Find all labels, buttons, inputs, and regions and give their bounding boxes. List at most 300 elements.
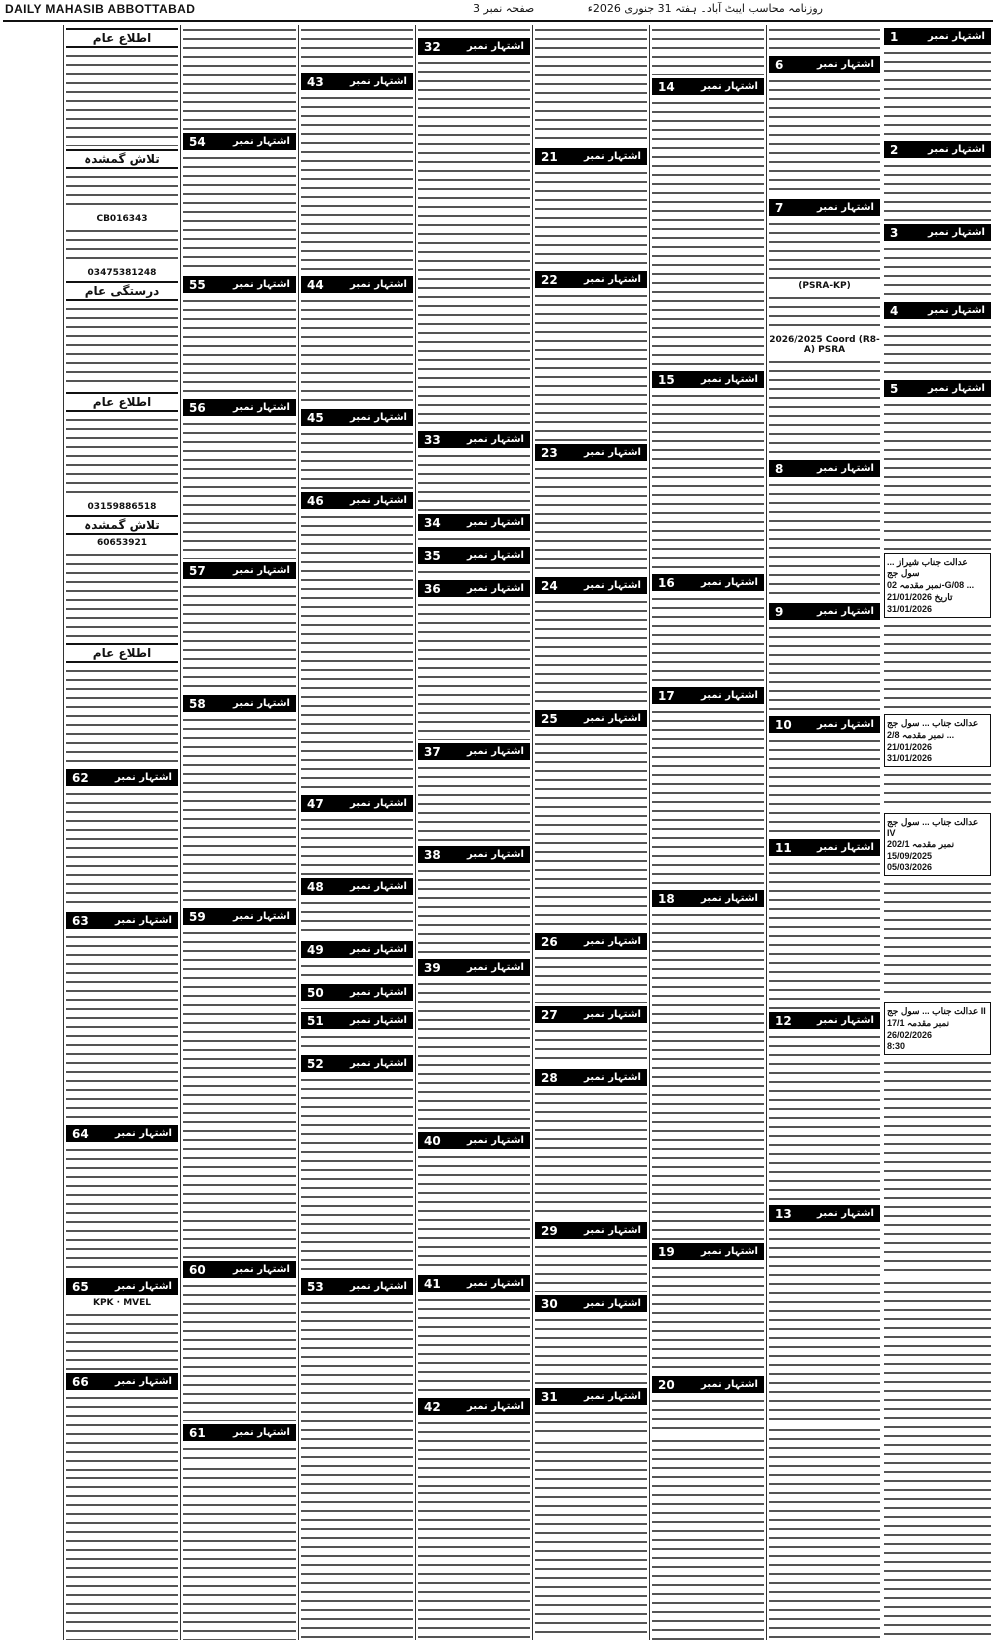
court-notice-line: عدالت جناب ... سول جج IV — [887, 817, 979, 838]
notice-text-block — [183, 25, 296, 130]
ad-label: اشتہار نمبر — [584, 274, 641, 285]
ad-number-header — [652, 890, 764, 907]
column-2 — [766, 25, 882, 1640]
ad-number: 63 — [72, 913, 89, 928]
ad-number-header — [418, 1275, 530, 1292]
ad-label: اشتہار نمبر — [467, 1401, 524, 1412]
ad-number-header — [769, 1012, 880, 1029]
ad-number: 34 — [424, 515, 441, 530]
notice-text-block — [535, 25, 647, 145]
ad-number: 60 — [189, 1262, 206, 1277]
ad-label: اشتہار نمبر — [467, 517, 524, 528]
ad-label: اشتہار نمبر — [817, 1208, 874, 1219]
notice-text-block — [652, 594, 764, 684]
ad-label: اشتہار نمبر — [817, 463, 874, 474]
ad-label: اشتہار نمبر — [233, 565, 290, 576]
ad-number-header — [301, 878, 413, 895]
court-notice-line: 17/1 نمبر مقدمہ — [887, 1018, 950, 1028]
notice-heading: تلاش گمشدہ — [66, 515, 178, 535]
ad-number: 24 — [541, 578, 558, 593]
ad-number-header — [535, 1295, 647, 1312]
ad-number-header — [769, 199, 880, 216]
ad-number-header — [183, 562, 296, 579]
ad-number: 6 — [775, 57, 784, 72]
notice-text-block — [535, 1242, 647, 1292]
ad-number: 31 — [541, 1389, 558, 1404]
ad-label: اشتہار نمبر — [701, 577, 758, 588]
ad-number: 7 — [775, 200, 784, 215]
notice-text-block — [535, 1026, 647, 1066]
notice-text-block — [183, 153, 296, 273]
ad-number: 3 — [890, 225, 899, 240]
ad-number: 66 — [72, 1374, 89, 1389]
ad-label: اشتہار نمبر — [233, 1264, 290, 1275]
notice-detail: 03159886518 — [87, 502, 157, 512]
ad-number: 4 — [890, 303, 899, 318]
ad-number: 42 — [424, 1399, 441, 1414]
ad-label: اشتہار نمبر — [584, 1009, 641, 1020]
notice-text-block — [418, 866, 530, 956]
ad-label: اشتہار نمبر — [584, 1391, 641, 1402]
column-6 — [298, 25, 415, 1640]
ad-number: 43 — [307, 74, 324, 89]
ad-number: 50 — [307, 985, 324, 1000]
ad-number: 15 — [658, 372, 675, 387]
notice-text-block — [301, 1032, 413, 1052]
notice-text-block — [418, 534, 530, 544]
ad-number: 28 — [541, 1070, 558, 1085]
ad-number: 52 — [307, 1056, 324, 1071]
ad-number-header — [418, 547, 530, 564]
notice-text-block — [418, 1488, 530, 1640]
court-notice-line: 15/09/2025 — [887, 851, 933, 861]
ad-label: اشتہار نمبر — [817, 1015, 874, 1026]
notice-text-block — [301, 1004, 413, 1009]
ad-number-header — [884, 302, 991, 319]
notice-text-block — [652, 98, 764, 368]
ad-number-header — [884, 28, 991, 45]
ad-label: اشتہار نمبر — [467, 1135, 524, 1146]
ad-number-header — [301, 492, 413, 509]
ad-number-header — [418, 38, 530, 55]
ad-label: اشتہار نمبر — [701, 1246, 758, 1257]
ad-number-header — [183, 133, 296, 150]
ad-label: اشتہار نمبر — [467, 849, 524, 860]
ad-label: اشتہار نمبر — [928, 227, 985, 238]
ad-number: 51 — [307, 1013, 324, 1028]
notice-text-block — [769, 1225, 880, 1425]
notice-text-block — [183, 296, 296, 396]
ad-number: 36 — [424, 581, 441, 596]
ad-label: اشتہار نمبر — [701, 893, 758, 904]
ad-number: 33 — [424, 432, 441, 447]
ad-number: 55 — [189, 277, 206, 292]
notice-text-block — [884, 1278, 991, 1640]
notice-text-block — [66, 1145, 178, 1275]
notice-detail: (PSRA-KP) — [798, 281, 851, 291]
ad-label: اشتہار نمبر — [350, 987, 407, 998]
ad-number-header — [652, 687, 764, 704]
notice-text-block — [418, 58, 530, 428]
ad-number: 23 — [541, 445, 558, 460]
ad-number: 16 — [658, 575, 675, 590]
ad-label: اشتہار نمبر — [350, 944, 407, 955]
notice-detail: CB016343 — [96, 214, 148, 224]
ad-number-header — [301, 984, 413, 1001]
ad-number-header — [418, 1132, 530, 1149]
court-notice-line: عدالت جناب شیراز ... سول جج — [887, 557, 968, 578]
ad-number: 46 — [307, 493, 324, 508]
ad-number: 11 — [775, 840, 792, 855]
ad-number-header — [418, 514, 530, 531]
ad-number: 37 — [424, 744, 441, 759]
notice-text-block — [535, 1438, 647, 1640]
ad-number-header — [652, 371, 764, 388]
ad-number-header — [884, 224, 991, 241]
ad-label: اشتہار نمبر — [467, 434, 524, 445]
ad-number: 48 — [307, 879, 324, 894]
ad-label: اشتہار نمبر — [350, 495, 407, 506]
ad-label: اشتہار نمبر — [584, 447, 641, 458]
ad-number-header — [652, 1243, 764, 1260]
notice-text-block — [769, 25, 880, 53]
notice-text-block — [66, 415, 178, 500]
court-notice-line: 26/02/2026 — [887, 1030, 933, 1040]
ad-number: 57 — [189, 563, 206, 578]
notice-text-block — [652, 910, 764, 1240]
ad-label: اشتہار نمبر — [701, 1379, 758, 1390]
notice-text-block — [66, 172, 178, 212]
court-notice-line: نمبر مقدمہ 02-G/08 ... — [887, 580, 975, 590]
ad-number: 9 — [775, 604, 784, 619]
ad-label: اشتہار نمبر — [233, 279, 290, 290]
ad-number: 39 — [424, 960, 441, 975]
notice-text-block — [769, 1032, 880, 1202]
ad-number-header — [301, 276, 413, 293]
ad-number-header — [769, 603, 880, 620]
ad-number-header — [769, 839, 880, 856]
column-8 — [63, 25, 180, 1640]
notice-text-block — [535, 168, 647, 268]
column-4 — [532, 25, 649, 1640]
ad-label: اشتہار نمبر — [584, 1072, 641, 1083]
ad-number: 13 — [775, 1206, 792, 1221]
notice-text-block — [183, 1281, 296, 1421]
ad-number-header — [535, 148, 647, 165]
notice-text-block — [535, 1089, 647, 1219]
notice-text-block — [183, 419, 296, 559]
notice-text-block — [183, 1464, 296, 1640]
paper-name: DAILY MAHASIB ABBOTTABAD — [5, 2, 196, 16]
notice-text-block — [652, 25, 764, 75]
ad-number: 53 — [307, 1279, 324, 1294]
ad-label: اشتہار نمبر — [115, 772, 172, 783]
ad-number-header — [535, 710, 647, 727]
ad-label: اشتہار نمبر — [467, 550, 524, 561]
court-notice-box — [884, 553, 991, 618]
ad-number-header — [66, 1125, 178, 1142]
ad-number: 59 — [189, 909, 206, 924]
court-notice-box — [884, 1002, 991, 1055]
ad-number: 10 — [775, 717, 792, 732]
notice-text-block — [301, 1298, 413, 1398]
ad-number-header — [66, 769, 178, 786]
notice-text-block — [301, 429, 413, 489]
notice-text-block — [301, 898, 413, 938]
notice-text-block — [66, 1393, 178, 1473]
ad-label: اشتہار نمبر — [350, 798, 407, 809]
ad-number-header — [301, 1278, 413, 1295]
court-notice-line: عدالت جناب ... سول جج II — [887, 1006, 986, 1016]
notice-text-block — [884, 400, 991, 550]
ad-number: 32 — [424, 39, 441, 54]
ad-number-header — [769, 1205, 880, 1222]
notice-text-block — [535, 464, 647, 574]
court-notice-line: 8:30 — [887, 1041, 906, 1051]
page-label: صفحہ نمبر 3 — [473, 2, 535, 15]
ad-label: اشتہار نمبر — [467, 583, 524, 594]
column-3 — [649, 25, 766, 1640]
ad-number: 65 — [72, 1279, 89, 1294]
notice-text-block — [418, 1295, 530, 1395]
notice-text-block — [769, 480, 880, 600]
notice-text-block — [884, 48, 991, 138]
notice-heading: اطلاع عام — [66, 643, 178, 663]
ad-number-header — [301, 73, 413, 90]
ad-number-header — [535, 933, 647, 950]
notice-text-block — [66, 550, 178, 640]
column-5 — [415, 25, 532, 1640]
notice-text-block — [769, 293, 880, 333]
notice-text-block — [301, 1398, 413, 1640]
ad-number: 62 — [72, 770, 89, 785]
notice-text-block — [418, 600, 530, 740]
notice-text-block — [884, 244, 991, 299]
notice-text-block — [884, 879, 991, 999]
ad-label: اشتہار نمبر — [701, 81, 758, 92]
ad-number: 54 — [189, 134, 206, 149]
ad-label: اشتہار نمبر — [584, 713, 641, 724]
ad-label: اشتہار نمبر — [350, 1281, 407, 1292]
ad-number-header — [769, 460, 880, 477]
notice-text-block — [769, 623, 880, 713]
notice-text-block — [884, 770, 991, 810]
ad-label: اشتہار نمبر — [817, 59, 874, 70]
court-notice-line: عدالت جناب ... سول جج — [887, 718, 979, 728]
ad-number-header — [418, 959, 530, 976]
ad-number: 40 — [424, 1133, 441, 1148]
notice-text-block — [301, 815, 413, 875]
notice-detail: KPK · MVEL — [92, 1298, 152, 1308]
notice-text-block — [183, 582, 296, 692]
ad-number: 45 — [307, 410, 324, 425]
ad-number: 14 — [658, 79, 675, 94]
ad-number-header — [66, 912, 178, 929]
masthead — [3, 0, 993, 22]
ad-label: اشتہار نمبر — [350, 1058, 407, 1069]
notice-text-block — [66, 226, 178, 266]
notice-text-block — [535, 597, 647, 707]
notice-text-block — [301, 512, 413, 792]
ad-label: اشتہار نمبر — [233, 911, 290, 922]
notice-text-block — [884, 621, 991, 711]
notice-text-block — [301, 296, 413, 406]
ad-label: اشتہار نمبر — [584, 1298, 641, 1309]
notice-text-block — [535, 953, 647, 1003]
ad-number-header — [183, 1424, 296, 1441]
ad-number: 8 — [775, 461, 784, 476]
ad-number-header — [535, 1006, 647, 1023]
notice-heading: درستگی عام — [66, 281, 178, 301]
court-notice-line: 31/01/2026 — [887, 753, 933, 763]
ad-label: اشتہار نمبر — [233, 402, 290, 413]
ad-number: 26 — [541, 934, 558, 949]
court-notice-line: 31/01/2026 — [887, 604, 933, 614]
court-notice-box — [884, 813, 991, 876]
ad-number-header — [301, 1055, 413, 1072]
notice-text-block — [769, 357, 880, 457]
ad-number-header — [418, 846, 530, 863]
ad-number-header — [535, 1069, 647, 1086]
ad-label: اشتہار نمبر — [115, 1376, 172, 1387]
notice-text-block — [183, 715, 296, 905]
ad-number: 1 — [890, 29, 899, 44]
notice-text-block — [66, 666, 178, 766]
ad-number: 21 — [541, 149, 558, 164]
ad-label: اشتہار نمبر — [467, 962, 524, 973]
court-notice-box — [884, 714, 991, 767]
ad-label: اشتہار نمبر — [467, 746, 524, 757]
notice-text-block — [301, 25, 413, 70]
ad-number: 30 — [541, 1296, 558, 1311]
ad-number: 61 — [189, 1425, 206, 1440]
ad-number: 49 — [307, 942, 324, 957]
ad-label: اشتہار نمبر — [233, 698, 290, 709]
notice-text-block — [66, 1473, 178, 1640]
ad-number: 27 — [541, 1007, 558, 1022]
notice-text-block — [535, 291, 647, 441]
ad-number: 58 — [189, 696, 206, 711]
notice-text-block — [66, 304, 178, 389]
notice-text-block — [418, 451, 530, 511]
ad-number: 44 — [307, 277, 324, 292]
notice-text-block — [535, 1315, 647, 1385]
ad-label: اشتہار نمبر — [928, 144, 985, 155]
ad-number-header — [301, 941, 413, 958]
notice-detail: 03475381248 — [87, 268, 157, 278]
ad-number-header — [301, 1012, 413, 1029]
ad-number: 19 — [658, 1244, 675, 1259]
ad-number-header — [769, 56, 880, 73]
ad-number-header — [884, 141, 991, 158]
ad-label: اشتہار نمبر — [817, 202, 874, 213]
ad-number: 22 — [541, 272, 558, 287]
ad-number: 56 — [189, 400, 206, 415]
ad-label: اشتہار نمبر — [928, 31, 985, 42]
notice-text-block — [652, 1396, 764, 1436]
ad-label: اشتہار نمبر — [928, 305, 985, 316]
ad-label: اشتہار نمبر — [584, 936, 641, 947]
notice-text-block — [769, 1425, 880, 1640]
notice-heading: تلاش گمشدہ — [66, 149, 178, 169]
ad-number: 38 — [424, 847, 441, 862]
ad-number: 18 — [658, 891, 675, 906]
ad-label: اشتہار نمبر — [467, 41, 524, 52]
ad-label: اشتہار نمبر — [233, 136, 290, 147]
ad-number: 41 — [424, 1276, 441, 1291]
ad-number: 20 — [658, 1377, 675, 1392]
ad-number-header — [183, 695, 296, 712]
ad-label: اشتہار نمبر — [467, 1278, 524, 1289]
ad-label: اشتہار نمبر — [584, 1225, 641, 1236]
notice-text-block — [301, 961, 413, 981]
notice-detail: 60653921 — [96, 538, 148, 548]
notice-text-block — [884, 161, 991, 221]
notice-text-block — [884, 1058, 991, 1278]
ad-number: 5 — [890, 381, 899, 396]
ad-label: اشتہار نمبر — [817, 606, 874, 617]
notice-text-block — [769, 76, 880, 196]
ad-number: 29 — [541, 1223, 558, 1238]
notice-text-block — [66, 51, 178, 146]
notice-text-block — [418, 1418, 530, 1488]
notice-text-block — [769, 859, 880, 1009]
ad-number: 12 — [775, 1013, 792, 1028]
ad-number-header — [418, 743, 530, 760]
notice-detail: 2026/2025 Coord (R8-A) PSRA — [769, 335, 880, 355]
ad-number-header — [66, 1373, 178, 1390]
notice-text-block — [66, 1310, 178, 1370]
ad-label: اشتہار نمبر — [817, 842, 874, 853]
notice-text-block — [418, 1152, 530, 1272]
ad-label: اشتہار نمبر — [584, 580, 641, 591]
notice-text-block — [301, 1075, 413, 1275]
ad-number-header — [535, 271, 647, 288]
ad-label: اشتہار نمبر — [350, 1015, 407, 1026]
notice-text-block — [769, 219, 880, 279]
ad-label: اشتہار نمبر — [115, 1281, 172, 1292]
classifieds-grid — [3, 25, 993, 1640]
notice-text-block — [884, 322, 991, 377]
notice-text-block — [183, 1444, 296, 1464]
ad-label: اشتہار نمبر — [584, 151, 641, 162]
ad-label: اشتہار نمبر — [928, 383, 985, 394]
notice-text-block — [535, 1408, 647, 1438]
court-notice-line: 21/01/2026 — [887, 742, 933, 752]
ad-number: 17 — [658, 688, 675, 703]
notice-heading: اطلاع عام — [66, 392, 178, 412]
notice-text-block — [301, 93, 413, 273]
notice-text-block — [66, 789, 178, 909]
notice-text-block — [769, 736, 880, 836]
ad-number-header — [301, 409, 413, 426]
ad-label: اشتہار نمبر — [701, 374, 758, 385]
ad-number: 64 — [72, 1126, 89, 1141]
ad-number-header — [183, 1261, 296, 1278]
ad-number-header — [535, 577, 647, 594]
ad-number-header — [66, 1278, 178, 1295]
column-1 — [882, 25, 993, 1640]
ad-number: 2 — [890, 142, 899, 157]
court-notice-line: 05/03/2026 — [887, 862, 933, 872]
ad-label: اشتہار نمبر — [350, 412, 407, 423]
ad-number-header — [652, 1376, 764, 1393]
ad-label: اشتہار نمبر — [701, 690, 758, 701]
ad-number-header — [418, 1398, 530, 1415]
ad-label: اشتہار نمبر — [115, 1128, 172, 1139]
court-notice-line: نمبر مقدمہ 202/1 — [887, 839, 955, 849]
ad-label: اشتہار نمبر — [350, 76, 407, 87]
